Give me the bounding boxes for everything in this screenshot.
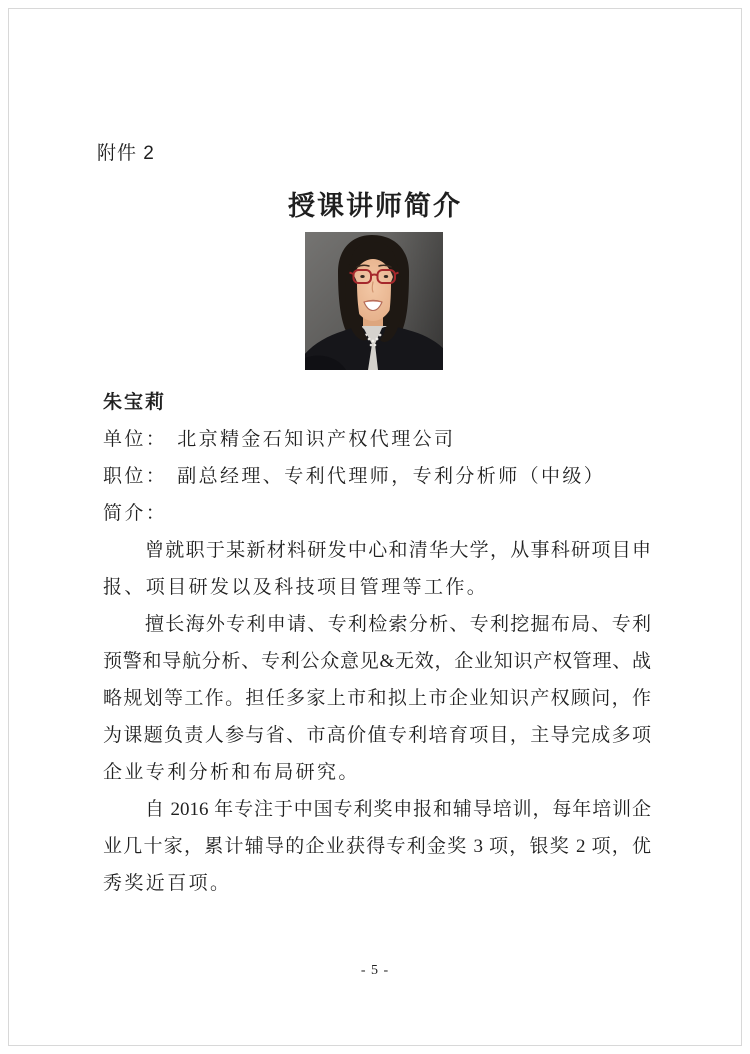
lecturer-photo — [305, 232, 443, 370]
bio-line: 略规划等工作。担任多家上市和拟上市企业知识产权顾问，作 — [103, 688, 651, 709]
field-position — [103, 458, 651, 495]
lecturer-name: 朱宝莉 — [103, 392, 167, 413]
field-intro-label: 简介： — [103, 503, 168, 524]
bio-line: 业几十家，累计辅导的企业获得专利金奖 3 项，银奖 2 项，优 — [103, 836, 651, 857]
bio-line: 企业专利分析和布局研究。 — [103, 762, 360, 783]
bio-line: 预警和导航分析、专利公众意见&无效，企业知识产权管理、战 — [103, 651, 651, 672]
bio-line: 自 2016 年专注于中国专利奖申报和辅导培训，每年培训企 — [145, 799, 651, 820]
field-position-value: 副总经理、专利代理师，专利分析师（中级） — [177, 466, 606, 487]
bio-line: 为课题负责人参与省、市高价值专利培育项目，主导完成多项 — [103, 725, 651, 746]
bio-line: 曾就职于某新材料研发中心和清华大学，从事科研项目申 — [145, 540, 651, 561]
field-organization-value: 北京精金石知识产权代理公司 — [177, 429, 456, 450]
field-organization-label: 单位： — [103, 429, 168, 450]
field-intro — [103, 495, 651, 532]
bio-line: 报、项目研发以及科技项目管理等工作。 — [103, 577, 489, 598]
page-title: 授课讲师简介 — [288, 191, 462, 221]
bio-line: 秀奖近百项。 — [103, 873, 232, 894]
attachment-label: 附件 2 — [97, 143, 155, 164]
page-number: - 5 - — [360, 963, 390, 978]
field-position-label: 职位： — [103, 466, 168, 487]
bio-paragraphs — [103, 532, 651, 902]
lecturer-portrait-illustration — [305, 232, 443, 370]
field-organization — [103, 421, 651, 458]
profile-section — [103, 384, 651, 902]
bio-line: 擅长海外专利申请、专利检索分析、专利挖掘布局、专利 — [145, 614, 651, 635]
